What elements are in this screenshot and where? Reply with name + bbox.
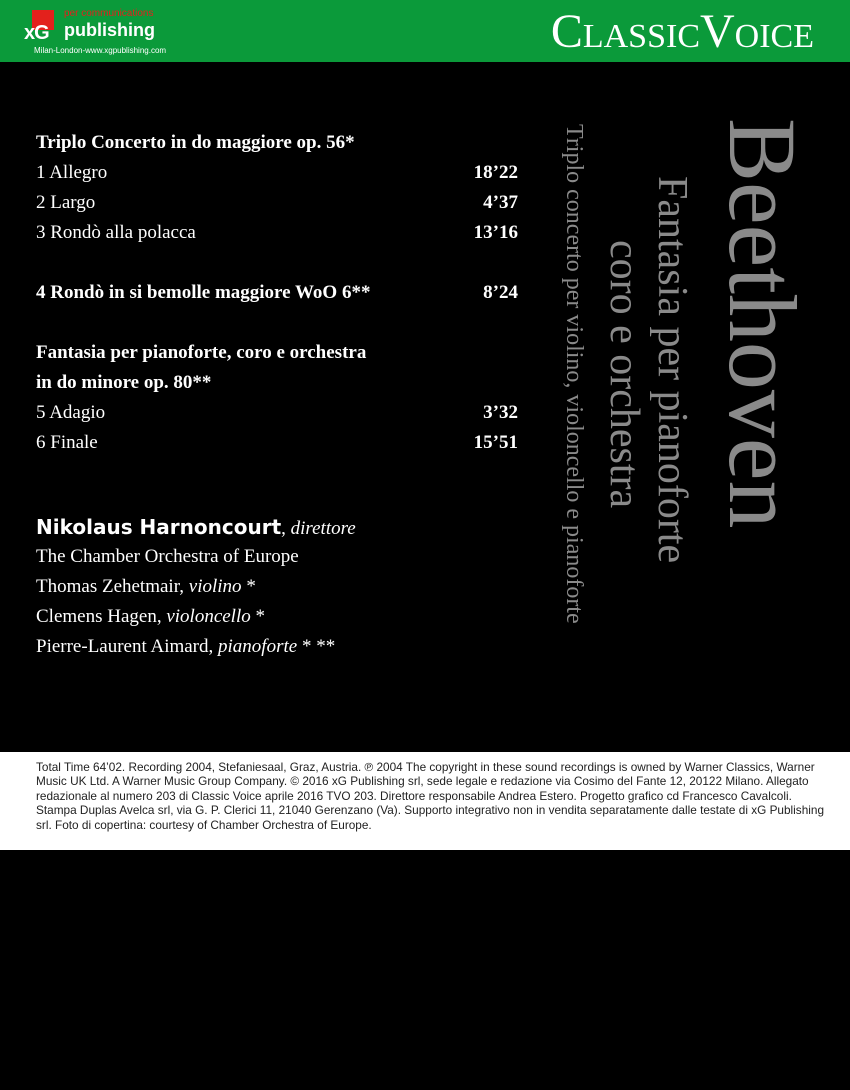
track-title: 1 Allegro [36, 162, 108, 183]
performer-name: Pierre-Laurent Aimard [36, 636, 209, 657]
track-row [36, 278, 526, 308]
track-duration: 3’32 [483, 402, 518, 423]
track-duration: 13’16 [473, 222, 518, 243]
performer: Thomas Zehetmair, violino * [36, 576, 256, 597]
subtitle-line1: Fantasia per pianoforte [649, 176, 695, 564]
performer-marks: * [241, 576, 256, 597]
performer-role: direttore [290, 518, 356, 539]
track-duration: 8’24 [483, 282, 518, 303]
performer-name: Clemens Hagen [36, 606, 157, 627]
performer-name: Thomas Zehetmair [36, 576, 180, 597]
performer: Clemens Hagen, violoncello * [36, 606, 265, 627]
track-duration: 4’37 [483, 192, 518, 213]
performer-marks: * ** [297, 636, 336, 657]
header-band [0, 0, 850, 62]
work-title [36, 368, 526, 398]
track-title: 2 Largo [36, 192, 96, 213]
performer-role: violino [188, 576, 242, 597]
track-title: 5 Adagio [36, 402, 106, 423]
tracklist [36, 128, 526, 458]
logo-name: publishing [64, 20, 155, 40]
track-row [36, 188, 526, 218]
performer-name: The Chamber Orchestra of Europe [36, 546, 299, 567]
performer-role: pianoforte [218, 636, 298, 657]
composer-title: Beethoven [709, 118, 816, 529]
work1-title: Triplo Concerto in do maggiore op. 56* [36, 132, 355, 153]
xg-publishing-logo [24, 8, 184, 58]
logo-tagline: per communications [64, 8, 154, 19]
work3-title-line1: Fantasia per pianoforte, coro e orchestra [36, 342, 367, 363]
track-title: 3 Rondò alla polacca [36, 222, 196, 243]
track-row [36, 158, 526, 188]
track-duration: 15’51 [473, 432, 518, 453]
logo-subline: Milan-London-www.xgpublishing.com [34, 46, 167, 55]
magazine-title: ClassicVoice [550, 5, 814, 58]
performer: Pierre-Laurent Aimard, pianoforte * ** [36, 636, 336, 657]
track-title: 4 Rondò in si bemolle maggiore WoO 6** [36, 282, 371, 303]
performer-marks: * [250, 606, 265, 627]
performer [36, 542, 356, 572]
subtitle-line3: Triplo concerto per violino, violoncello e pianoforte [561, 124, 587, 624]
subtitle-line2: coro e orchestra [601, 240, 647, 509]
performers-list [36, 512, 356, 662]
logo-mark: xG [24, 22, 49, 44]
track-row [36, 428, 526, 458]
spacer [36, 248, 526, 278]
track-row [36, 218, 526, 248]
footer-credits-band [0, 752, 850, 850]
spacer [36, 308, 526, 338]
work-title [36, 338, 526, 368]
credits-text: Total Time 64’02. Recording 2004, Stefaniesaal, Graz, Austria. ℗ 2004 The copyright in these sound recordings is owned by Warner Classics, Warner Music UK Ltd. A Warner Music Group Company. © 2016 xG Publishing srl, sede legale e redazione via Cosimo del Fante 12, 20122 Milano. Allegato redazionale al numero 203 di Classic Voice aprile 2016 TVO 203. Direttore responsabile Andrea Estero. Progetto grafico cd Francesco Cavalcoli. Stampa Duplas Avelca srl, via G. P. Clerici 11, 21040 Gerenzano (Va). Supporto integrativo non in vendita separatamente dalle testate di xG Publishing srl. Foto di copertina: courtesy of Chamber Orchestra of Europe. [36, 760, 824, 832]
track-duration: 18’22 [473, 162, 518, 183]
track-title: 6 Finale [36, 432, 98, 453]
work-title [36, 128, 526, 158]
performer-name: Nikolaus Harnoncourt [36, 515, 282, 539]
performer: Nikolaus Harnoncourt, direttore [36, 515, 356, 539]
track-row [36, 398, 526, 428]
performer-role: violoncello [166, 606, 251, 627]
work3-title-line2: in do minore op. 80** [36, 372, 212, 393]
